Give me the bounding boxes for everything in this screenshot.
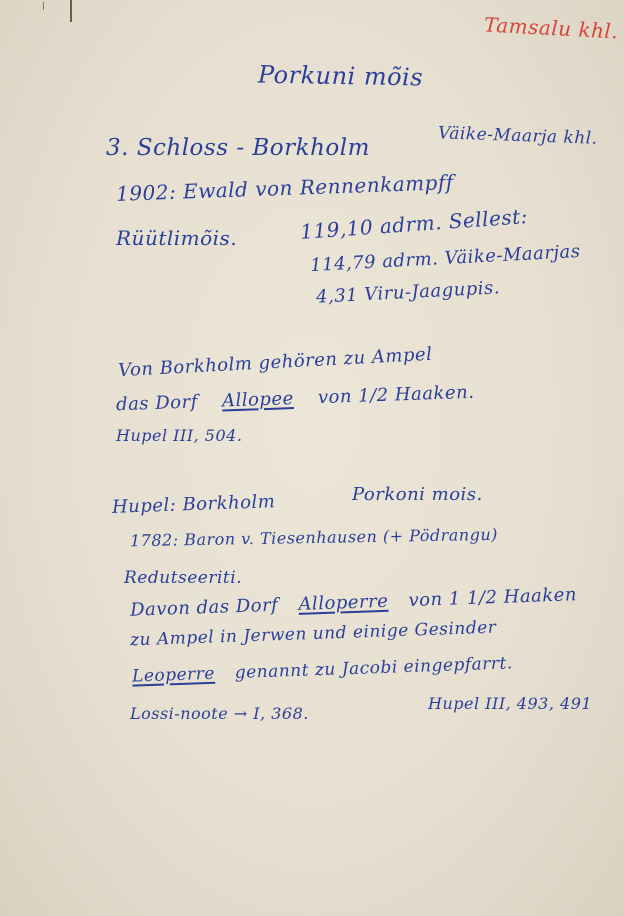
redutseeriti: Redutseeriti.: [124, 568, 243, 588]
von-line-2-prefix: das Dorf: [115, 391, 199, 416]
hupel-header-left: Hupel: Borkholm: [111, 491, 276, 518]
leoperre-line: [132, 653, 513, 686]
header-left: 3. Schloss - Borkholm: [106, 135, 370, 161]
alloperre-underlined: Alloperre: [298, 590, 389, 615]
leoperre-suffix: genannt zu Jacobi eingepfarrt.: [234, 653, 514, 684]
allopee-underlined: Allopee: [221, 388, 295, 412]
davon-prefix: Davon das Dorf: [129, 594, 279, 621]
paper-edge-mark: [70, 0, 72, 22]
hupel-ref: Hupel III, 493, 491: [428, 694, 593, 713]
von-line-2-suffix: von 1/2 Haaken.: [317, 381, 475, 409]
corner-note: Tamsalu khl.: [483, 12, 619, 44]
ruutli-line-2: 114,79 adrm. Väike-Maarjas: [309, 240, 581, 277]
zu-ampel-line: zu Ampel in Jerwen und einige Gesinder: [129, 617, 497, 651]
davon-suffix: von 1 1/2 Haaken: [408, 584, 578, 612]
von-line-3: Hupel III, 504.: [116, 426, 243, 445]
ruutli-line-3: 4,31 Viru-Jaagupis.: [315, 277, 501, 308]
line-1782: 1782: Baron v. Tiesenhausen (+ Pödrangu): [129, 524, 499, 551]
ruutli-line-1: 119,10 adrm. Sellest:: [299, 204, 529, 244]
hupel-header-right: Porkoni mois.: [352, 484, 483, 505]
line-1902: 1902: Ewald von Rennenkampff: [115, 170, 455, 206]
davon-line: [130, 584, 578, 621]
paper-edge-mark-small: [43, 2, 44, 10]
page-title: Porkuni mõis: [257, 60, 424, 92]
ruutli-label: Rüütlimõis.: [116, 226, 238, 250]
leoperre-underlined: Leoperre: [131, 663, 216, 687]
von-line-1: Von Borkholm gehören zu Ampel: [117, 343, 433, 382]
von-line-2: [116, 382, 475, 415]
losi-note: Lossi-noote → I, 368.: [130, 704, 309, 723]
header-right: Väike-Maarja khl.: [437, 123, 598, 149]
